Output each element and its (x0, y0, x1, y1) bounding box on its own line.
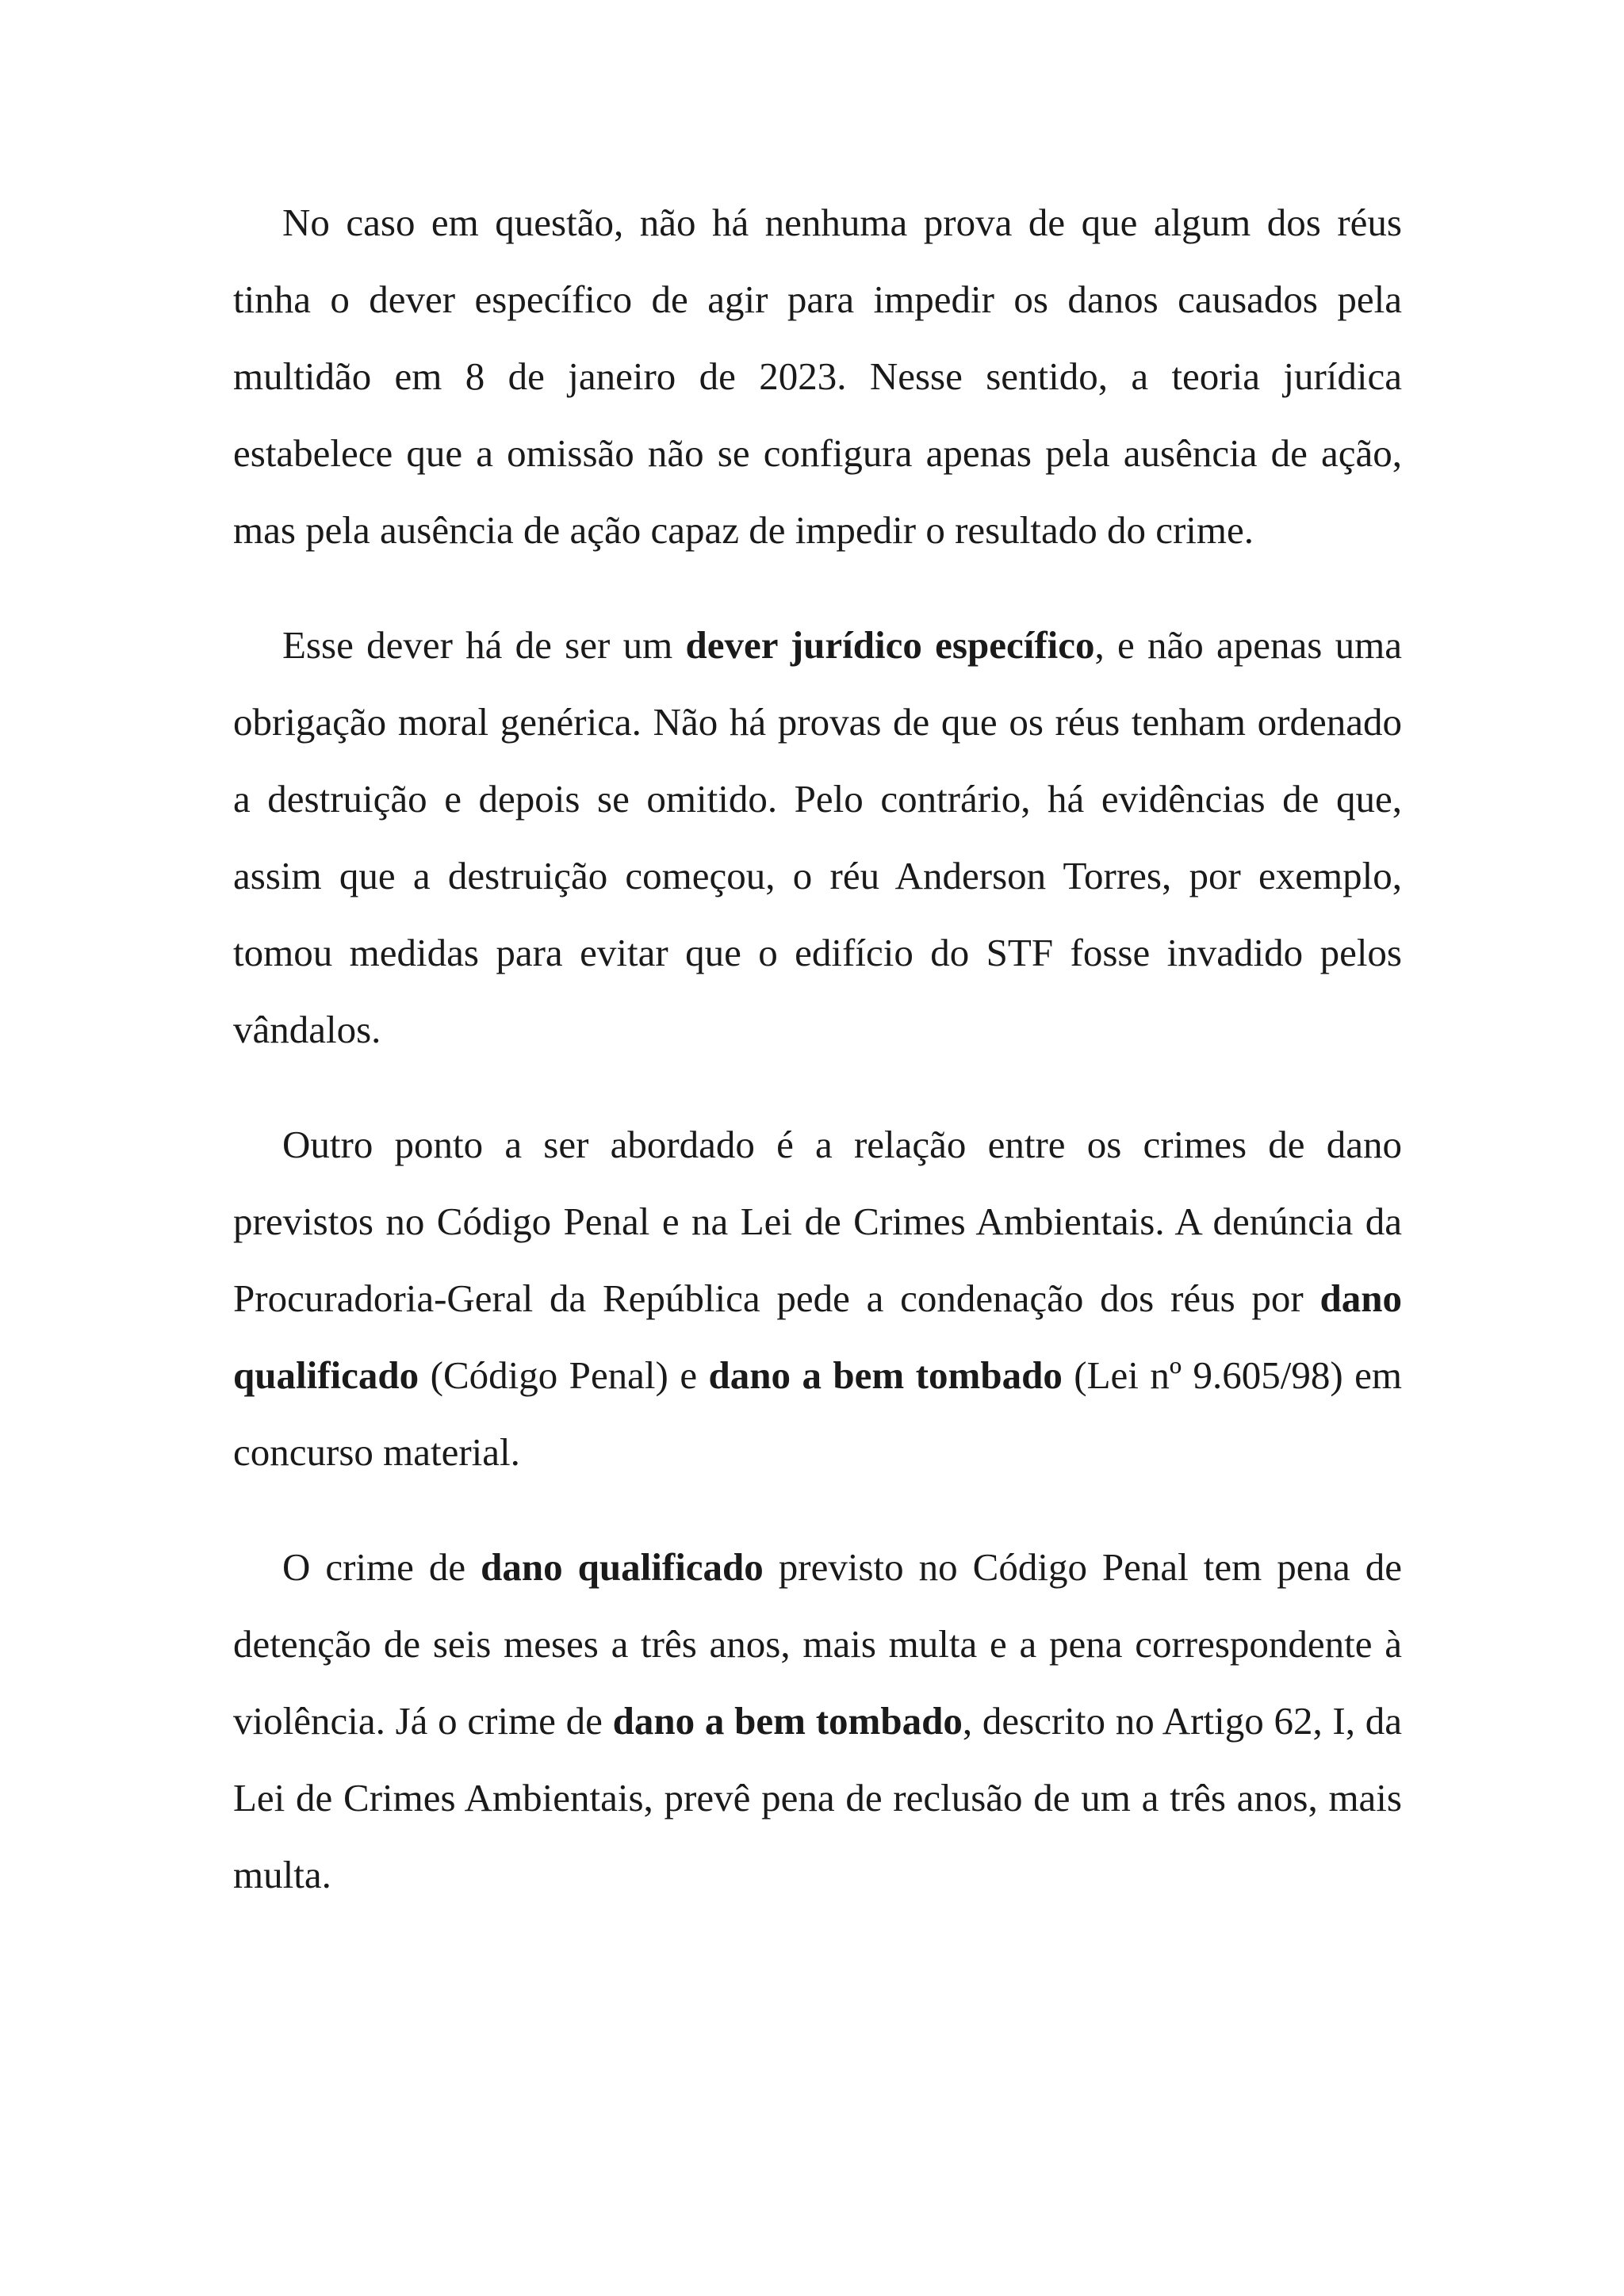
paragraph-4-text-end: , descrito no Artigo 62, I, da Lei de Crimes Ambientais, prevê pena de reclusão de um a três anos, mais multa. (233, 1699, 1402, 1896)
paragraph-4 (233, 1529, 1402, 1913)
paragraph-1 (233, 184, 1402, 568)
bold-term-dano-a-bem-tombado: dano a bem tombado (612, 1699, 963, 1743)
paragraph-2 (233, 607, 1402, 1068)
paragraph-3 (233, 1106, 1402, 1490)
paragraph-4-text-start: O crime de (282, 1545, 481, 1589)
paragraph-4-text-middle: previsto no Código Penal tem pena de detenção de seis meses a três anos, mais multa e a pena correspondente à violência. Já o crime de (233, 1545, 1402, 1743)
bold-term-dano-qualificado: dano qualificado (481, 1545, 764, 1589)
paragraph-3-text-middle: (Código Penal) e (419, 1353, 709, 1397)
paragraph-2-text-end: , e não apenas uma obrigação moral genérica. Não há provas de que os réus tenham ordenado a destruição e depois se omitido. Pelo contrário, há evidências de que, assim que a destruição começou, o réu Anderson Torres, por exemplo, tomou medidas para evitar que o edifício do STF fosse invadido pelos vândalos. (233, 623, 1402, 1051)
paragraph-2-text-start: Esse dever há de ser um (282, 623, 686, 667)
bold-term-dano-qualificado: dano qualificado (233, 1276, 1402, 1397)
paragraph-1-text: No caso em questão, não há nenhuma prova de que algum dos réus tinha o dever específico de agir para impedir os danos causados pela multidão em 8 de janeiro de 2023. Nesse sentido, a teoria jurídica estabelece que a omissão não se configura apenas pela ausência de ação, mas pela ausência de ação capaz de impedir o resultado do crime. (233, 201, 1402, 552)
paragraph-3-text-start: Outro ponto a ser abordado é a relação entre os crimes de dano previstos no Código Penal e na Lei de Crimes Ambientais. A denúncia da Procuradoria-Geral da República pede a condenação dos réus por (233, 1123, 1402, 1320)
paragraph-3-text-end: (Lei nº 9.605/98) em concurso material. (233, 1353, 1402, 1474)
document-body (233, 184, 1402, 1913)
bold-term-dever-juridico-especifico: dever jurídico específico (685, 623, 1095, 667)
bold-term-dano-a-bem-tombado: dano a bem tombado (708, 1353, 1063, 1397)
